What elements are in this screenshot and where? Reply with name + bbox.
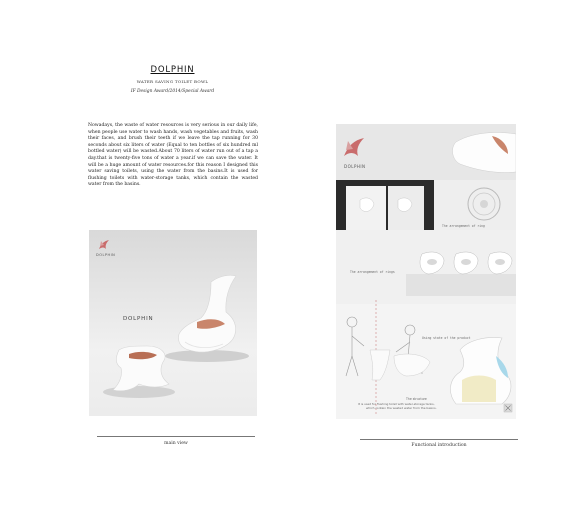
board-brand: DOLPHIN [344,164,366,169]
functional-board [336,124,516,419]
label-ring-arrangement: The arrangement of ring [442,224,485,228]
caption-functional-introduction: Functional introduction [411,443,467,448]
page-subtitle: WATER SAVING TOILET BOWL [136,79,209,84]
photo-brand: DOLPHIN [123,316,154,322]
caption-divider-left [97,436,255,437]
structure-line-2: which contain the wasted water from the basins. [366,406,437,410]
toilet-render-illustration [89,230,257,416]
left-page [60,55,285,455]
label-rings-arrangement: The arrangement of rings [350,270,395,274]
photo-brand-small: DOLPHIN [96,253,116,257]
award-line: IF Design Award/2014/Special Award [130,89,215,94]
caption-main-view: main view [164,441,188,446]
structure-title: The structure [406,397,427,401]
main-view-photo [89,230,257,416]
structure-line-1: It is used for flushing toilet with water-storage tanks, [358,402,435,406]
description-paragraph: Nowadays, the waste of water resources is very serious in our daily life, when people use water to wash hands, wash vegetables and fruits, wash their faces, and brush their teeth if we leave the tap running for 30 seconds about six liters of water (Equal to ten bottles of six hundred ml bottled water) will be wasted.About 70 liters of water run out of a tap a day.that is twenty-five tons of water a year.if we can save the water. It will be a huge amount of water resources.for this reason I designed this water saving toilets, using the water from the basins.It is used for flushing toilets with water-storage tanks, which contain the wasted water from the basins. [88,123,258,188]
caption-divider-right [360,439,518,440]
dolphin-logo-icon [97,238,111,251]
corner-arrows-icon [504,404,512,412]
label-using-state: Using state of the product [422,336,471,340]
page-title: DOLPHIN [150,65,195,75]
